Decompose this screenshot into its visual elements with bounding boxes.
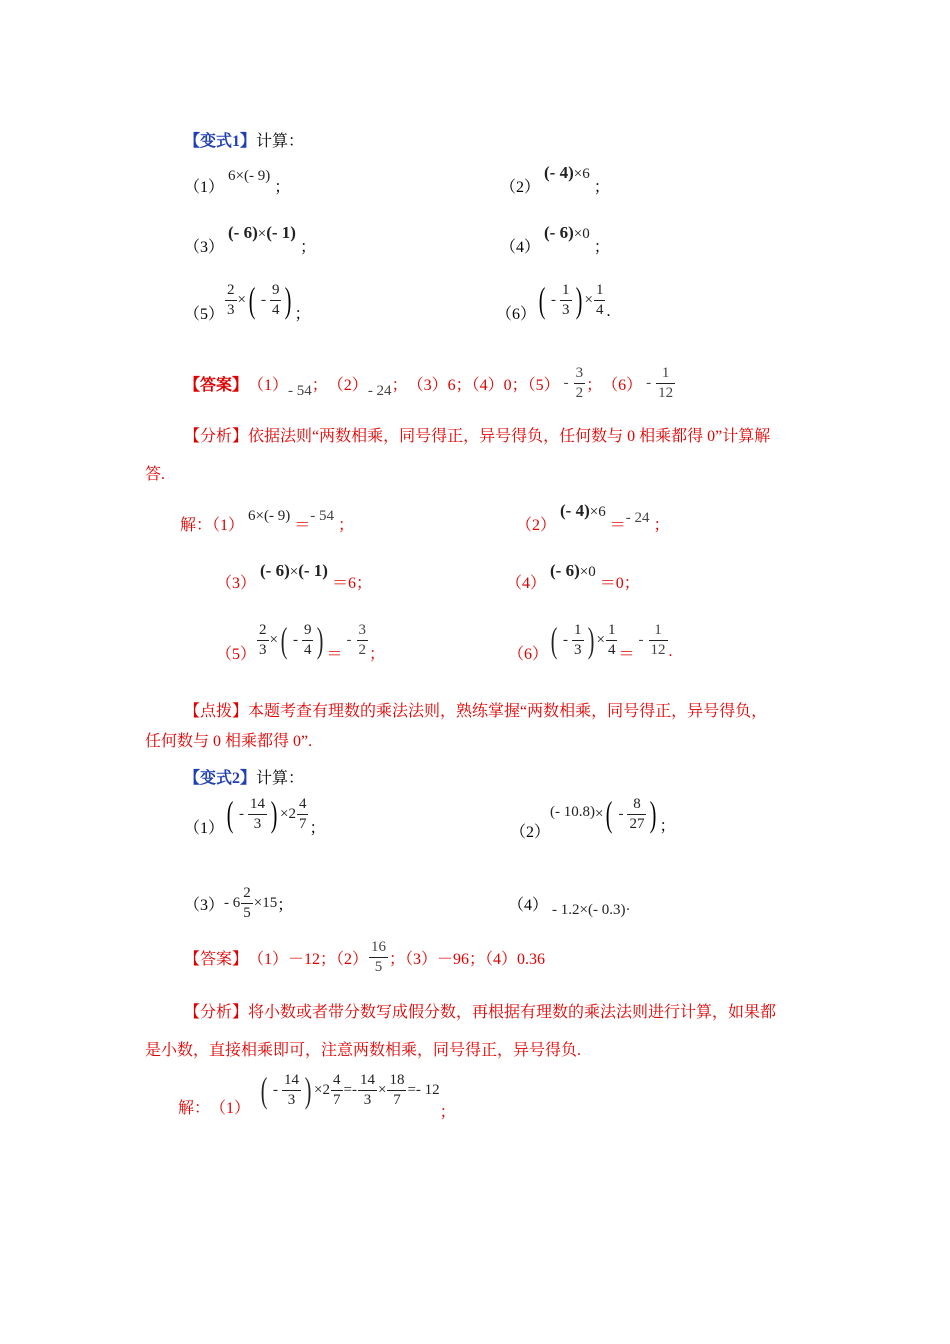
math-expression: (- 4)	[544, 163, 574, 182]
answer1-title: 【答案】	[184, 377, 249, 394]
tip1-title: 【点拨】	[184, 703, 249, 720]
times-sign: ×	[596, 631, 605, 648]
fraction-numerator: 18	[387, 1073, 406, 1091]
fraction	[357, 623, 369, 658]
math-expression: 6×(- 9)	[228, 168, 271, 184]
answer2	[184, 940, 545, 975]
analysis1-title: 【分析】	[184, 428, 249, 445]
semicolon: ；	[659, 817, 676, 835]
fraction-denominator: 2	[358, 641, 366, 658]
sol1-item-3	[216, 558, 372, 592]
fraction-denominator: 12	[658, 385, 674, 401]
fraction-numerator: 16	[369, 940, 388, 958]
item-number: （1）	[184, 819, 225, 837]
v2-item-2	[510, 794, 676, 841]
sol1-item-4	[506, 558, 640, 592]
minus-sign: -	[551, 291, 557, 308]
fraction	[369, 940, 388, 975]
v2-item-3	[184, 886, 293, 921]
minus-sign: -	[638, 631, 644, 648]
math-expression: ×0	[573, 226, 590, 242]
fraction-denominator: 3	[562, 301, 570, 318]
math-expression: - 6	[224, 895, 241, 911]
item-number: （6）	[508, 645, 549, 663]
math-expression: ×6	[573, 166, 590, 182]
sol1-item-5	[216, 620, 386, 663]
fraction-numerator: 8	[627, 797, 646, 815]
variant1-title: 【变式1】	[184, 133, 257, 150]
result: - 54	[310, 508, 334, 524]
fraction-numerator: 14	[248, 797, 267, 815]
fraction	[331, 1073, 343, 1108]
minus-sign: -	[646, 375, 652, 391]
fraction-numerator: 14	[358, 1073, 377, 1091]
answer-number: （6）	[602, 377, 643, 394]
minus-sign: -	[618, 805, 624, 822]
math-expression: ×2	[314, 1081, 330, 1098]
item-number: （4）	[500, 239, 541, 256]
result: =- 12	[407, 1081, 440, 1098]
math-expression: (- 6)	[260, 561, 290, 580]
minus-sign: -	[292, 631, 298, 648]
analysis2-title: 【分析】	[184, 1004, 249, 1021]
fraction	[572, 623, 584, 658]
minus-sign: -	[563, 631, 569, 648]
fraction	[257, 623, 269, 658]
math-expression: ×	[257, 226, 267, 242]
fraction-denominator: 5	[243, 905, 251, 921]
fraction	[225, 283, 237, 318]
item-number: （1）	[184, 179, 225, 196]
right-paren: )	[575, 280, 582, 320]
fraction	[270, 283, 282, 318]
fraction-numerator: 1	[656, 366, 675, 384]
variant1-label: 计算：	[256, 133, 305, 150]
analysis2-line2: 是小数，直接相乘即可，注意两数相乘，同号得正，异号得负.	[145, 1042, 582, 1059]
period: .	[668, 643, 673, 660]
right-paren: )	[285, 280, 292, 320]
fraction-numerator: 2	[241, 886, 253, 904]
left-paren: (	[538, 280, 546, 320]
right-paren: )	[270, 794, 278, 834]
math-expression: (- 1)	[298, 561, 328, 580]
right-paren: )	[650, 794, 657, 834]
left-paren: (	[280, 620, 288, 660]
fraction	[302, 623, 314, 658]
variant1-heading	[184, 128, 304, 151]
equals: ＝	[326, 645, 343, 663]
fraction-denominator: 3	[287, 1091, 296, 1108]
minus-sign: -	[260, 291, 266, 308]
result: ＝6；	[331, 575, 372, 592]
analysis1-line2: 答.	[145, 466, 166, 483]
fraction-numerator: 14	[282, 1073, 301, 1091]
fraction-numerator: 1	[649, 623, 668, 641]
math-expression: - 1.2×(- 0.3)	[552, 902, 626, 918]
right-paren: )	[587, 620, 594, 660]
v1-item-3	[184, 220, 316, 256]
period: .	[606, 303, 611, 320]
sol2-item-1	[178, 1070, 456, 1121]
sol1-item-1	[180, 502, 355, 534]
item-number: （3）	[216, 575, 257, 592]
fraction	[649, 623, 668, 658]
analysis-text: 将小数或者带分数写成假分数，再根据有理数的乘法法则进行计算，如果都	[248, 1004, 777, 1021]
fraction-denominator: 3	[574, 641, 582, 658]
right-paren: )	[317, 620, 324, 660]
variant2-title: 【变式2】	[184, 770, 257, 787]
item-number: （2）	[510, 823, 551, 841]
math-expression: (- 6)	[544, 223, 574, 242]
answer-value: - 54	[288, 383, 312, 399]
variant2-heading	[184, 765, 304, 788]
semicolon: ；	[391, 377, 408, 394]
answer-value: - 24	[367, 383, 392, 399]
semicolon: ；	[309, 819, 326, 837]
times-sign: ×	[269, 631, 278, 648]
fraction-denominator: 3	[259, 641, 267, 658]
equals: =-	[343, 1081, 357, 1098]
fraction-numerator: 2	[225, 283, 237, 301]
sol1-item-6	[508, 620, 673, 663]
fraction-numerator: 1	[606, 623, 618, 641]
fraction-numerator: 9	[302, 623, 314, 641]
math-expression: ×	[289, 564, 299, 580]
fraction	[656, 366, 675, 401]
v2-item-4	[508, 896, 630, 919]
math-expression: ×15	[253, 895, 278, 911]
solution-label: 解：	[180, 517, 213, 534]
fraction-denominator: 7	[333, 1091, 341, 1108]
answer-text: （3）6；（4）0；（5）	[407, 377, 560, 394]
math-expression: ×0	[579, 564, 596, 580]
solution-label: 解：	[178, 1099, 211, 1117]
item-number: （4）	[508, 897, 549, 914]
analysis-text: 依据法则“两数相乘，同号得正，异号得负，任何数与 0 相乘都得 0”计算解	[248, 428, 771, 445]
right-paren: )	[304, 1070, 312, 1110]
fraction	[594, 283, 606, 318]
times-sign: ×	[377, 1081, 387, 1098]
answer2-title: 【答案】	[184, 951, 249, 968]
v1-item-6	[496, 280, 611, 323]
times-sign: ×	[237, 291, 246, 308]
left-paren: (	[606, 794, 613, 834]
fraction	[387, 1073, 406, 1108]
math-expression: ×6	[589, 504, 606, 520]
fraction	[606, 623, 618, 658]
fraction-denominator: 7	[393, 1091, 401, 1108]
answer1	[184, 366, 676, 401]
analysis1-line1	[184, 418, 770, 456]
minus-sign: -	[563, 375, 569, 391]
fraction-denominator: 3	[227, 301, 235, 318]
fraction-denominator: 4	[607, 641, 616, 658]
fraction-denominator: 12	[650, 641, 666, 658]
variant2-label: 计算：	[256, 770, 305, 787]
semicolon: ；	[277, 897, 294, 914]
math-expression: (- 6)	[550, 561, 580, 580]
result: ＝0；	[599, 575, 640, 592]
answer-number: （1）	[248, 377, 289, 394]
fraction-denominator: 2	[575, 385, 584, 401]
equals: ＝	[294, 517, 311, 534]
semicolon: ；	[653, 517, 670, 534]
equals: ＝	[618, 645, 635, 663]
semicolon: ；	[338, 517, 355, 534]
answer-number: （2）	[327, 377, 368, 394]
math-expression: (- 6)	[228, 223, 258, 242]
result: - 24	[625, 510, 650, 526]
minus-sign: -	[273, 1081, 279, 1098]
item-number: （1）	[210, 1099, 251, 1117]
v1-item-4	[500, 220, 610, 256]
fraction-denominator: 4	[303, 641, 312, 658]
minus-sign: -	[346, 631, 352, 648]
v2-item-1	[184, 794, 326, 837]
math-expression: 6×(- 9)	[248, 508, 291, 524]
fraction-denominator: 3	[363, 1091, 372, 1108]
left-paren: (	[260, 1070, 268, 1110]
fraction-numerator: 3	[574, 366, 586, 384]
semicolon: ；	[299, 239, 316, 256]
fraction-denominator: 7	[298, 815, 307, 832]
fraction-numerator: 2	[257, 623, 269, 641]
tip1-line2: 任何数与 0 相乘都得 0”.	[145, 733, 313, 750]
times-sign: ×	[584, 291, 593, 308]
times-sign: ×	[595, 805, 604, 822]
fraction-numerator: 1	[560, 283, 572, 301]
item-number: （6）	[496, 305, 537, 323]
equals: ＝	[609, 517, 626, 534]
semicolon: ；	[294, 305, 311, 323]
left-paren: (	[248, 280, 256, 320]
answer-text: ；（3）－96；（4）0.36	[389, 951, 546, 968]
fraction-numerator: 1	[572, 623, 584, 641]
fraction	[560, 283, 572, 318]
analysis2-line1	[184, 994, 776, 1032]
fraction-denominator: 4	[595, 301, 604, 318]
left-paren: (	[550, 620, 558, 660]
fraction-numerator: 3	[357, 623, 369, 641]
fraction-numerator: 4	[331, 1073, 343, 1091]
fraction	[358, 1073, 377, 1108]
math-expression: ×2	[280, 805, 296, 822]
fraction	[627, 797, 646, 832]
fraction	[282, 1073, 301, 1108]
v1-item-2	[500, 160, 610, 196]
period: ·	[625, 902, 631, 918]
semicolon: ；	[593, 239, 610, 256]
semicolon: ；	[311, 377, 328, 394]
item-number: （2）	[500, 179, 541, 196]
fraction	[241, 886, 253, 921]
fraction-numerator: 9	[270, 283, 282, 301]
fraction-denominator: 27	[629, 815, 645, 832]
semicolon: ；	[369, 645, 386, 663]
minus-sign: -	[239, 805, 245, 822]
fraction	[248, 797, 267, 832]
item-number: （1）	[212, 517, 245, 534]
left-paren: (	[226, 794, 234, 834]
semicolon: ；	[593, 179, 610, 196]
item-number: （5）	[216, 645, 257, 663]
fraction	[574, 366, 586, 401]
fraction	[297, 797, 309, 832]
semicolon: ；	[274, 179, 291, 196]
answer-text: （1）－12；（2）	[248, 951, 369, 968]
tip-text: 本题考查有理数的乘法法则，熟练掌握“两数相乘，同号得正，异号得负，	[248, 703, 768, 720]
semicolon: ；	[439, 1103, 456, 1121]
item-number: （5）	[184, 305, 225, 323]
item-number: （3）	[184, 239, 225, 256]
fraction-numerator: 1	[594, 283, 606, 301]
math-expression: (- 1)	[266, 223, 296, 242]
sol1-item-2	[516, 498, 670, 534]
v1-item-1	[184, 162, 291, 196]
fraction-denominator: 3	[253, 815, 262, 832]
item-number: （3）	[184, 897, 225, 914]
v1-item-5	[184, 280, 311, 323]
item-number: （2）	[516, 517, 557, 534]
semicolon: ；	[586, 377, 603, 394]
math-expression: (- 4)	[560, 501, 590, 520]
math-expression: (- 10.8)	[550, 803, 596, 820]
fraction-denominator: 4	[271, 301, 280, 318]
item-number: （4）	[506, 575, 547, 592]
fraction-numerator: 4	[297, 797, 309, 815]
fraction-denominator: 5	[374, 959, 383, 975]
